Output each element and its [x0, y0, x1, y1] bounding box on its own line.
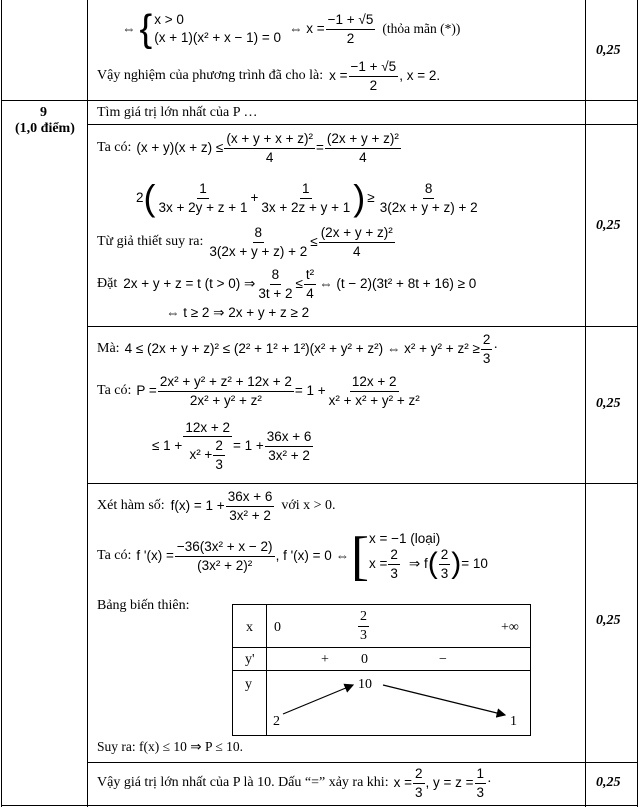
- score-block1: 0,25: [596, 218, 621, 233]
- b1-frac-b: $\frac{\text{(2x + y + z)²}}{4}$: [326, 130, 399, 165]
- question-points: (1,0 điểm): [15, 121, 75, 136]
- var-x-mid: $\frac{2}{3}$: [360, 609, 367, 644]
- var-y-right: 1: [510, 714, 517, 729]
- b3-line2: Ta có: f '(x) = $\frac{\text{−36(3x² + x − 2)}}{\text{(3x² + 2)²}}$ , f '(x) = 0 ⇔ [ x = −1 (loại) x = $\frac{2}{3}$ ⇒ f ( $\frac{2}{3}$ ) = 10: [97, 526, 488, 586]
- b1-frac-a: $\frac{\text{(x + y + x + z)²}}{4}$: [226, 130, 313, 165]
- question-title: Tìm giá trị lớn nhất của P …: [97, 105, 258, 120]
- table-border-bottom: [1, 805, 638, 806]
- score-q8: 0,25: [596, 43, 621, 58]
- var-y-label: y: [245, 677, 252, 692]
- b1-line4: Đặt 2x + y + z = t (t > 0) ⇒ $\frac{8}{3t + 2}$ ≤ $\frac{\text{t²}}{4}$ ⇔ (t − 2)(3t² + 8t + 16) ≥ 0: [97, 266, 477, 301]
- table-border-right: [637, 0, 638, 807]
- b1-line5: ⇔ t ≥ 2 ⇒ 2x + y + z ≥ 2: [166, 305, 310, 320]
- system-brace: {: [139, 8, 153, 50]
- b4-line: Vậy giá trị lớn nhất của P là 10. Dấu “=” xảy ra khi: x = $\frac{2}{3}$ , y = z = $\frac{1}{3}$ ·: [97, 765, 492, 800]
- var-yprime-minus: −: [439, 652, 447, 667]
- equiv-symbol: ⇔: [122, 21, 136, 37]
- critical-points-cases: x = −1 (loại) x = $\frac{2}{3}$ ⇒ f ( $\frac{2}{3}$ ) = 10: [369, 530, 488, 581]
- equiv-then-x: ⇔ x =: [289, 21, 325, 37]
- equation-system: [154, 11, 281, 47]
- b1-line3: Từ giả thiết suy ra: $\frac{8}{3(2x + y + z) + 2}$ ≤ $\frac{\text{(2x + y + z)²}}{4}$: [97, 224, 393, 259]
- row-divider-block1: [87, 326, 638, 327]
- variation-arrows: [233, 605, 530, 735]
- row-divider-q8-end: [1, 100, 638, 101]
- b2-line3: ≤ 1 + 12x + 2 x² + $\frac{2}{3}$ = 1 + $\frac{36x + 6}{\text{3x² + 2}}$: [152, 419, 312, 472]
- row-divider-block3: [87, 762, 638, 763]
- conclusion-fraction: $\frac{-1 + √5}{2}$: [350, 58, 397, 93]
- var-yprime-zero: 0: [361, 652, 368, 667]
- increasing-arrow: [283, 685, 353, 714]
- score-block3: 0,25: [596, 613, 621, 628]
- var-y-left: 2: [273, 714, 280, 729]
- var-y-top: 10: [358, 677, 372, 692]
- q8-equivalence-line: [122, 8, 460, 50]
- b2-line2: Ta có: P = $\frac{\text{2x² + y² + z² + 12x + 2}}{\text{2x² + y² + z²}}$ = 1 + $\frac{12x + 2}{\text{x² + x² + y² + z²}}$: [97, 373, 420, 408]
- variation-table-label: Bảng biến thiên:: [97, 598, 190, 613]
- var-x-inf: +∞: [501, 620, 519, 635]
- system-line-2: (x + 1)(x² + x − 1) = 0: [154, 30, 281, 45]
- table-border-col1: [87, 0, 88, 807]
- conclusion-prefix: Vậy nghiệm của phương trình đã cho là:: [97, 68, 324, 83]
- table-border-col2: [585, 0, 586, 807]
- variation-table: [232, 604, 531, 736]
- row-divider-block2: [87, 483, 638, 484]
- row-divider-title: [87, 124, 638, 125]
- b2-line1: Mà: 4 ≤ (2x + y + z)² ≤ (2² + 1² + 1²)(x² + y² + z²) ⇔ x² + y² + z² ≥ $\frac{2}{3}$ ·: [97, 331, 499, 366]
- b1-line1: Ta có: (x + y)(x + z) ≤ $\frac{\text{(x + y + x + z)²}}{4}$ = $\frac{\text{(2x + y + z)²}}{4}$: [97, 130, 399, 165]
- table-border-left: [1, 0, 2, 807]
- var-yprime-plus: +: [321, 652, 329, 667]
- decreasing-arrow: [383, 685, 505, 715]
- q8-conclusion-line: [97, 58, 440, 94]
- b3-conclusion: Suy ra: f(x) ≤ 10 ⇒ P ≤ 10.: [97, 739, 243, 754]
- question-number: 9: [40, 105, 47, 120]
- system-line-1: x > 0: [154, 11, 184, 27]
- score-block2: 0,25: [596, 396, 621, 411]
- b3-line1: Xét hàm số: f(x) = 1 + $\frac{36x + 6}{\text{3x² + 2}}$ với x > 0.: [97, 488, 336, 523]
- conclusion-x: x =: [329, 68, 348, 84]
- conclusion-tail: , x = 2.: [399, 68, 441, 84]
- var-x-label: x: [246, 620, 253, 635]
- score-block4: 0,25: [596, 775, 621, 790]
- var-yprime-label: y': [245, 652, 255, 667]
- b1-line2: 2 ( $\frac{1}{3x + 2y + z + 1}$ + $\frac{1}{3x + 2z + y + 1}$ ) ≥ $\frac{8}{3(2x + y + z) + 2}$: [136, 177, 478, 218]
- solution-fraction: $\frac{-1 + √5}{2}$: [327, 11, 374, 46]
- condition-note: (thỏa mãn (*)): [382, 21, 461, 37]
- var-x-0: 0: [274, 620, 281, 635]
